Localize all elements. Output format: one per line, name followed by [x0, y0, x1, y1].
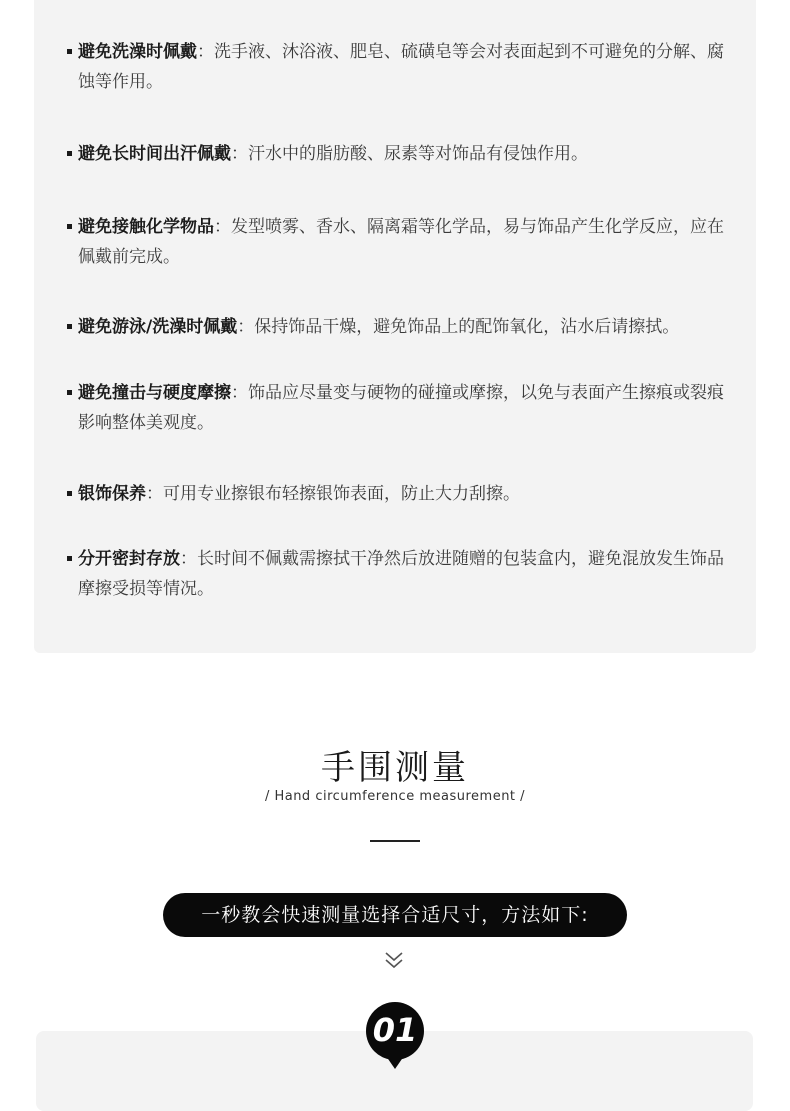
care-item-impact	[78, 378, 738, 438]
care-item-bath	[78, 37, 738, 97]
care-item-title: 银饰保养	[78, 484, 146, 504]
care-item-separator: ：	[231, 144, 248, 164]
care-item-silver-care	[78, 479, 738, 509]
care-instructions-panel	[34, 0, 756, 653]
square-bullet-icon	[67, 224, 72, 229]
care-item-separator: ：	[231, 383, 248, 403]
care-item-title: 避免长时间出汗佩戴	[78, 144, 231, 164]
section-subtitle: / Hand circumference measurement /	[264, 789, 526, 804]
care-item-separator: ：	[197, 42, 214, 62]
care-item-text: 发型喷雾、香水、隔离霜等化学品，易与饰品产生化学反应，应在佩戴前完成。	[78, 217, 724, 267]
square-bullet-icon	[67, 324, 72, 329]
care-item-text: 长时间不佩戴需擦拭干净然后放进随赠的包装盒内，避免混放发生饰品摩擦受损等情况。	[78, 549, 724, 599]
care-item-separator: ：	[146, 484, 163, 504]
care-item-text: 保持饰品干燥，避免饰品上的配饰氧化，沾水后请擦拭。	[254, 317, 680, 337]
care-item-sweat	[78, 139, 738, 169]
care-item-swimming	[78, 312, 738, 342]
double-chevron-down-icon	[384, 950, 404, 970]
care-item-title: 避免洗澡时佩戴	[78, 42, 197, 62]
care-item-title: 避免撞击与硬度摩擦	[78, 383, 231, 403]
care-item-title: 避免接触化学物品	[78, 217, 214, 237]
care-item-title: 分开密封存放	[78, 549, 180, 569]
instruction-banner: 一秒教会快速测量选择合适尺寸，方法如下:	[163, 893, 627, 937]
care-item-text: 可用专业擦银布轻擦银饰表面，防止大力刮擦。	[163, 484, 520, 504]
care-item-separator: ：	[214, 217, 231, 237]
care-item-separator: ：	[180, 549, 197, 569]
care-item-title: 避免游泳/洗澡时佩戴	[78, 317, 238, 337]
care-item-text: 饰品应尽量变与硬物的碰撞或摩擦，以免与表面产生擦痕或裂痕影响整体美观度。	[78, 383, 724, 433]
care-item-text: 汗水中的脂肪酸、尿素等对饰品有侵蚀作用。	[248, 144, 588, 164]
section-title: 手围测量	[321, 748, 469, 788]
square-bullet-icon	[67, 556, 72, 561]
square-bullet-icon	[67, 151, 72, 156]
care-item-chemicals	[78, 212, 738, 272]
step-number: 01	[372, 1011, 418, 1049]
title-divider	[370, 840, 420, 842]
care-item-text: 洗手液、沐浴液、肥皂、硫磺皂等会对表面起到不可避免的分解、腐蚀等作用。	[78, 42, 724, 92]
care-item-separator: ：	[237, 317, 255, 337]
square-bullet-icon	[67, 49, 72, 54]
square-bullet-icon	[67, 491, 72, 496]
square-bullet-icon	[67, 390, 72, 395]
care-item-storage	[78, 544, 738, 604]
